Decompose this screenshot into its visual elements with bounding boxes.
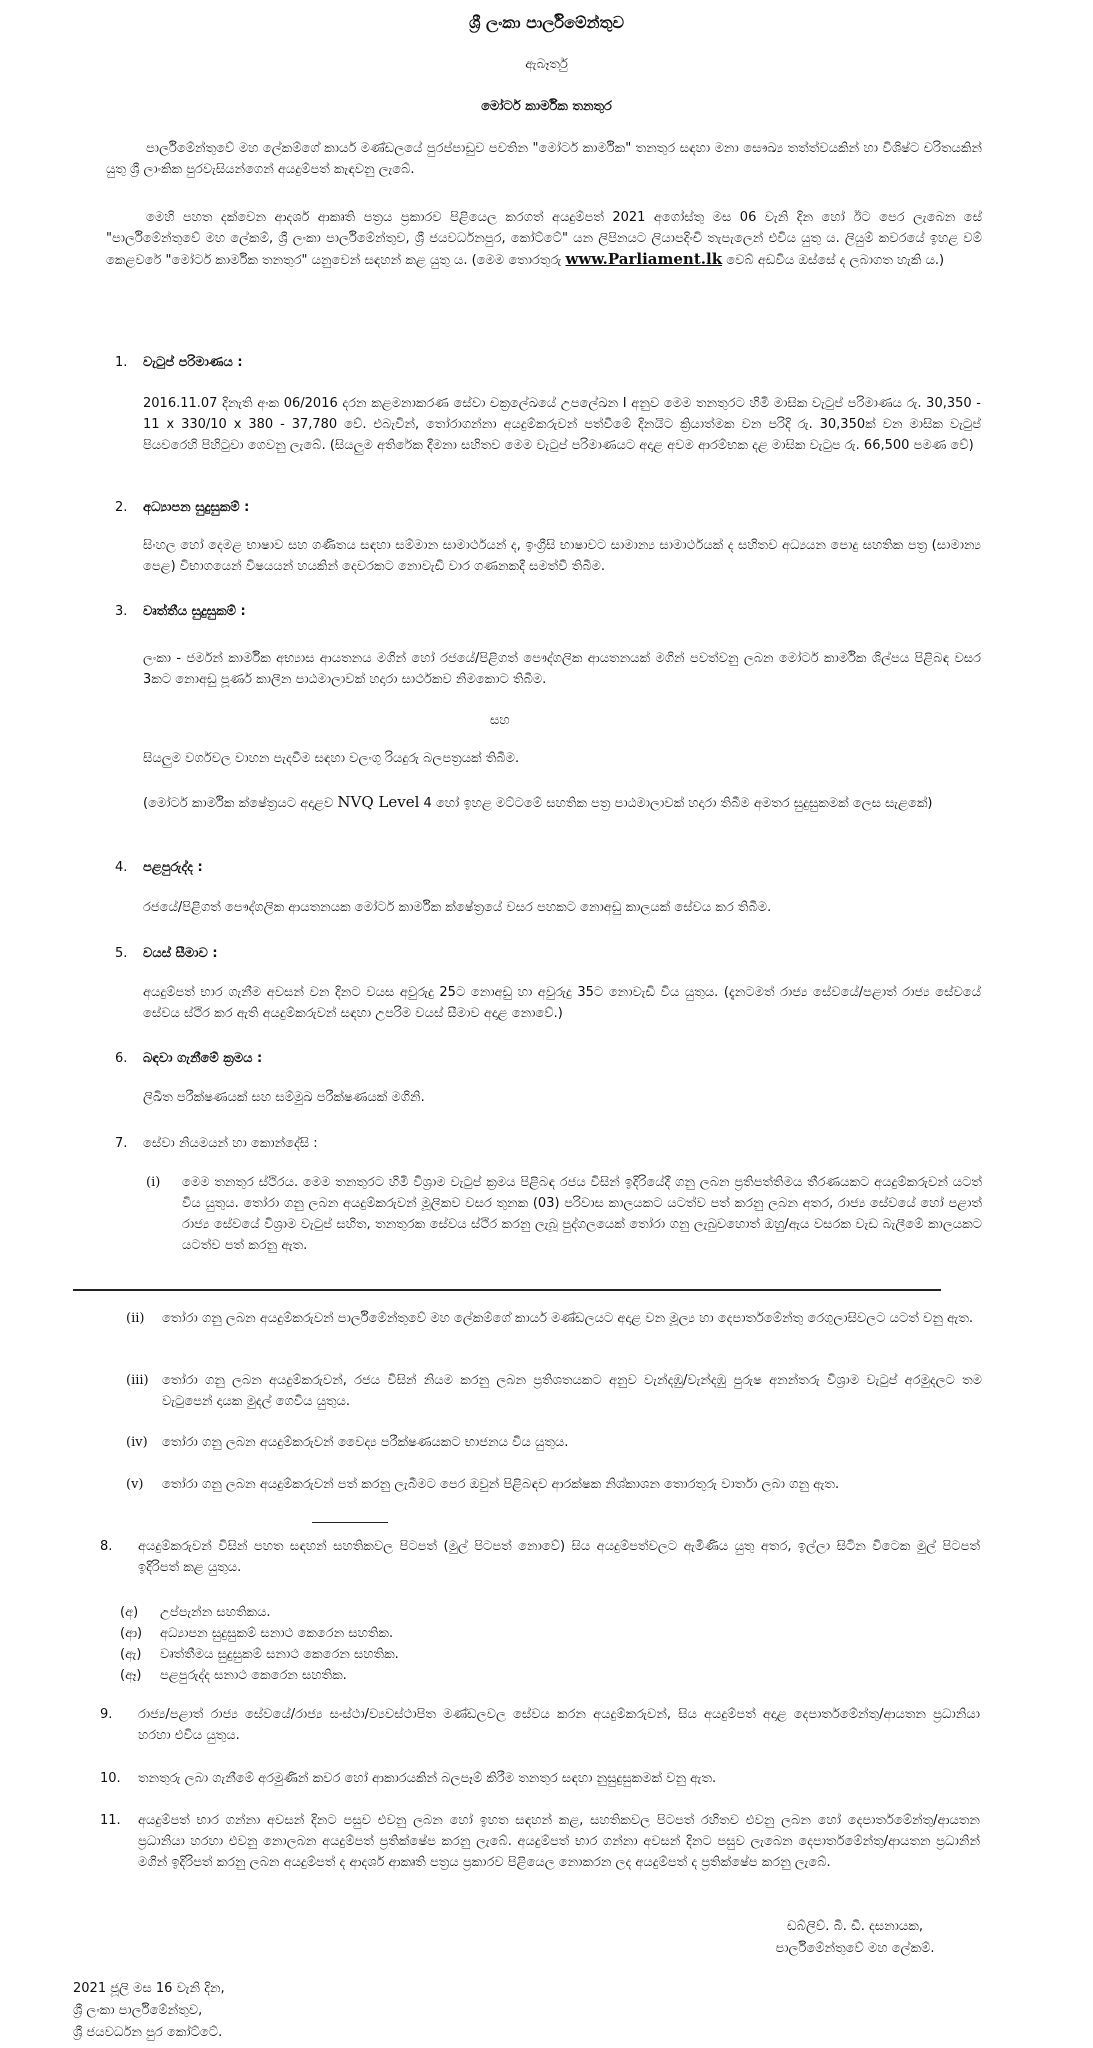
blank-line (312, 1508, 388, 1523)
post-heading: මෝටර් කාර්මික තනතුර (481, 99, 612, 114)
intro-paragraph-2-end: වෙබ් අඩවිය ඔස්සේ ද ලබාගත හැකි ය.) (726, 253, 945, 268)
section-1-title: 1. වැටුප් පරිමාණය : (115, 355, 243, 370)
intro-paragraph-2 (106, 207, 982, 271)
section-5-title: 5. වයස් සීමාව : (115, 946, 218, 961)
nvq-label: NVQ Level (337, 793, 420, 811)
section-6-title: 6. බඳවා ගැනීමේ ක්‍රමය : (115, 1051, 263, 1066)
cert-experience: (ඈ) පළපුරුද්ද සනාථ කෙරෙන සහතික. (120, 1668, 347, 1683)
condition-iii: (iii) තෝරා ගනු ලබන අයදුම්කරුවන්, රජය විසින් නියම කරනු ලබන ප්‍රතිශතයකට අනුව වැන්දඹු/වැන්දඹු පුරුෂ අනන්තරු විශ්‍රාම වැටුප් අරමුදලට තම වැටුපෙන් දායක මුදල් ගෙවිය යුතුය. (126, 1373, 982, 1409)
item-8: 8. අයදුම්කරුවන් විසින් පහත සඳහන් සහතිකවල පිටපත් (මුල් පිටපත් නොවේ) සිය අයදුම්පත්වලට ඇමිණිය යුතු අතර, ඉල්ලා සිටින විටෙක මුල් පිටපත් ඉදිරිපත් කළ යුතුය. (100, 1539, 980, 1575)
section-3-note: (මෝටර් කාර්මික ක්ෂේත්‍රයට අදාළව NVQ Level 4 හෝ ඉහළ මට්ටමේ සහතික පත්‍ර පාඨමාලාවක් හදාරා තිබීම අමතර සුදුසුකමක් ලෙස සැළකේ) (143, 793, 933, 811)
cert-birth: (අ) උප්පැන්න සහතිකය. (120, 1605, 271, 1620)
section-2-body: සිංහල හෝ දෙමළ භාෂාව සහ ගණිතය සඳහා සම්මාන සාමාර්ථයන් ද, ඉංග්‍රීසි භාෂාවට සාමාන්‍ය සාමාර්ථයක් ද සහිතව අධ්‍යයන පොදු සහතික පත්‍ර (සාමාන්‍ය පෙළ) විභාගයෙන් විෂයයන් හයකින් දෙවරකට නොවැඩි වාර ගණනකදී සමත්වී තිබීම. (143, 538, 981, 574)
condition-iv: (iv) තෝරා ගනු ලබන අයදුම්කරුවන් වෛද්‍ය පරීක්ෂණයකට භාජනය විය යුතුය. (126, 1435, 569, 1450)
signatory-name: ඩබ්ලිව්. බී. ඩී. දසනායක, (787, 1919, 923, 1934)
condition-ii: (ii) තෝරා ගනු ලබන අයදුම්කරුවන් පාර්ලිමේන්තුවේ මහ ලේකම්ගේ කාර්ය මණ්ඩලයට අදාළ වන මූල්‍ය හා දෙපාර්තමේන්තු රෙගුලාසිවලට යටත් වනු ඇත. (126, 1311, 974, 1326)
condition-v: (v) තෝරා ගනු ලබන අයදුම්කරුවන් පත් කරනු ලැබීමට පෙර ඔවුන් පිළිබඳව ආරක්ෂක නිශ්කාශන තොරතුරු වාර්තා ලබා ගනු ඇත. (126, 1477, 840, 1492)
cert-vocational: (ඇ) වෘත්තීමය සුදුසුකම් සනාථ කෙරෙන සහතික. (120, 1647, 399, 1662)
section-7-title: 7. සේවා නියමයන් හා කොන්දේසි : (115, 1136, 318, 1151)
place-line-2: ශ්‍රී ජයවර්ධන පුර කෝට්ටේ. (73, 2025, 223, 2040)
section-4-body: රජයේ/පිළිගත් පෞද්ගලික ආයතනයක මෝටර් කාර්මික ක්ෂේත්‍රයේ වසර පහකට නොඅඩු කාලයක් සේවය කර තිබීම. (143, 900, 772, 915)
section-1-body: 2016.11.07 දිනැති අංක 06/2016 දරන කළමනාකරණ සේවා චක්‍රලේඛයේ උපලේඛන I අනුව මෙම තනතුරට හිමි මාසික වැටුප් පරිමාණය රු. 30,350 - 11 x 330/10 x 380 - 37,780 වේ. එබැවින්, තෝරාගන්නා අයදුම්කරුවන් පත්වීමේ දිනයිට ක්‍රියාත්මක වන පරිදි රු. 30,350ක් වන මාසික වැටුප් පියවරෙහි පිහිටුවා ගෙවනු ලැබේ. (සියලුම අතිරේක දීමනා සහිතව මෙම වැටුප් පරිමාණයට අදාළ අවම ආරම්භක දළ මාසික වැටුප රු. 66,500 පමණ වේ) (143, 396, 981, 453)
section-3-title: 3. වෘත්තීය සුදුසුකම් : (115, 604, 246, 619)
item-10: 10. තනතුරු ලබා ගැනීමේ අරමුණින් කවර හෝ ආකාරයකින් බලපෑම් කිරීම තනතුර සඳහා නුසුදුසුකමක් වනු ඇත. (100, 1771, 717, 1786)
section-2-title: 2. අධ්‍යාපන සුදුසුකම් : (115, 500, 250, 515)
section-3-body: ලංකා - ජර්මන් කාර්මික අභ්‍යාස ආයතනය මගින් හෝ රජයේ/පිළිගත් පෞද්ගලික ආයතනයක් මගින් පවත්වනු ලබන මෝටර් කාර්මික ශිල්පය පිළිබඳ වසර 3කට නොඅඩු පූර්ණ කාලීන පාඨමාලාවක් හදාරා සාර්ථකව නිමකොට තිබීම. (143, 651, 981, 687)
intro-paragraph-1: පාර්ලිමේන්තුවේ මහ ලේකම්ගේ කාර්ය මණ්ඩලයේ පුරප්පාඩුව පවතින "මෝටර් කාර්මික" තනතුර සඳහා මනා සෞඛ්‍ය තත්ත්වයකින් හා විශිෂ්ට චරිතයකින් යුතු ශ්‍රී ලාංකික පුරවැසියන්ගෙන් අයදුම්පත් කැඳවනු ලැබේ. (106, 141, 982, 177)
item-11: 11. අයදුම්පත් භාර ගන්නා අවසන් දිනට පසුව එවනු ලබන හෝ ඉහත සඳහන් කළ, සහතිකවල පිටපත් රහිතව එවනු ලබන හෝ දෙපාර්තමේන්තු/ආයතන ප්‍රධානියා හරහා එවනු නොලබන අයදුම්පත් ප්‍රතික්ෂේප කරනු ලැබේ. අයදුම්පත් භාර ගන්නා අවසන් දිනට පසුව ලැබෙන දෙපාර්තමේන්තු/ආයතන ප්‍රධානින් මගින් ඉදිරිපත් කරනු ලබන අයදුම්පත් ද ආදර්ශ ආකෘති පත්‍රය ප්‍රකාරව පිළියෙල නොකරන ලද අයදුම්පත් ද ප්‍රතික්ෂේප කරනු ලැබේ. (100, 1813, 980, 1870)
section-5-body: අයදුම්පත් භාර ගැනීම අවසන් වන දිනට වයස අවුරුදු 25ට නොඅඩු හා අවුරුදු 35ට නොවැඩි විය යුතුය. (දැනටමත් රාජ්‍ය සේවයේ/පළාත් රාජ්‍ය සේවයේ සේවය ස්ථිර කර ඇති අයදුම්කරුවන් සඳහා උපරිම වයස් සීමාව අදාළ නොවේ.) (143, 985, 981, 1021)
section-4-title: 4. පළපුරුද්ද : (115, 860, 203, 875)
page-break-rule (73, 1289, 941, 1291)
and-conjunction: සහ (490, 713, 510, 728)
website-link[interactable]: www.Parliament.lk (565, 250, 723, 268)
signatory-title: පාර්ලිමේන්තුවේ මහ ලේකම්. (775, 1941, 935, 1956)
place-line-1: ශ්‍රී ලංකා පාර්ලිමේන්තුව, (73, 2003, 203, 2018)
cert-education: (ආ) අධ්‍යාපන සුදුසුකම් සනාථ කෙරෙන සහතික. (120, 1626, 394, 1641)
org-heading: ශ්‍රී ලංකා පාර්ලිමේන්තුව (469, 13, 624, 32)
section-6-body: ලිඛිත පරීක්ෂණයක් සහ සම්මුඛ පරීක්ෂණයක් මගිනි. (143, 1090, 425, 1105)
section-3-body-2: සියලුම වර්ගවල වාහන පැදවීම සඳහා වලංගු රියදුරු බලපත්‍රයක් තිබීම. (143, 751, 520, 766)
notice-heading: ඇබෑර්තු (525, 57, 568, 72)
intro-paragraph-2-text: මෙහි පහත දක්වෙන ආදර්ශ ආකෘති පත්‍රය ප්‍රකාරව පිළියෙල කරගත් අයදුම්පත් 2021 අගෝස්තු මස 06 වැනි දින හෝ ඊට පෙර ලැබෙන සේ "පාර්ලිමේන්තුවේ මහ ලේකම්, ශ්‍රී ලංකා පාර්ලිමේන්තුව, ශ්‍රී ජයවර්ධනපුර, කෝට්ටේ" යන ලිපිනයට ලියාපදිංචි තැපැලෙන් එවිය යුතු ය. ලියුම් කවරයේ ඉහළ වම් කෙළවරේ "මෝටර් කාර්මික තනතුර" යනුවෙන් සඳහන් කළ යුතු ය. (මෙම තොරතුරු (106, 210, 982, 268)
item-9: 9. රාජ්‍ය/පළාත් රාජ්‍ය සේවයේ/රාජ්‍ය සංස්ථා/ව්‍යවස්ථාපිත මණ්ඩලවල සේවය කරන අයදුම්කරුවන්, සිය අයදුම්පත් අදාළ දෙපාර්තමේන්තු/ආයතන ප්‍රධානියා හරහා එවිය යුතුය. (100, 1707, 980, 1743)
condition-i: (i) මෙම තනතුර ස්ථිරය. මෙම තනතුරට හිමි විශ්‍රාම වැටුප් ක්‍රමය පිළිබඳ රජය විසින් ඉදිරියේදී ගනු ලබන ප්‍රතිපත්තිමය තීරණයකට අයදුම්කරුවන් යටත් විය යුතුය. තෝරා ගනු ලබන අයදුම්කරුවන් මූලිකව වසර තුනක (03) පරිවාස කාලයකට යටත්ව පත් කරනු ලබන අතර, රාජ්‍ය සේවයේ හෝ පළාත් රාජ්‍ය සේවයේ විශ්‍රාම වැටුප් සහිත, තනතුරක සේවය ස්ථිර කරනු ලැබූ පුද්ගලයෙක් තෝරා ගනු ලැබුවහොත් ඔහු/ඇය වසරක වැඩ බැලීමේ කාලයකට යටත්ව පත් කරනු ඇත. (146, 1175, 982, 1253)
date-line: 2021 ජූලි මස 16 වැනි දින, (73, 1981, 225, 1996)
